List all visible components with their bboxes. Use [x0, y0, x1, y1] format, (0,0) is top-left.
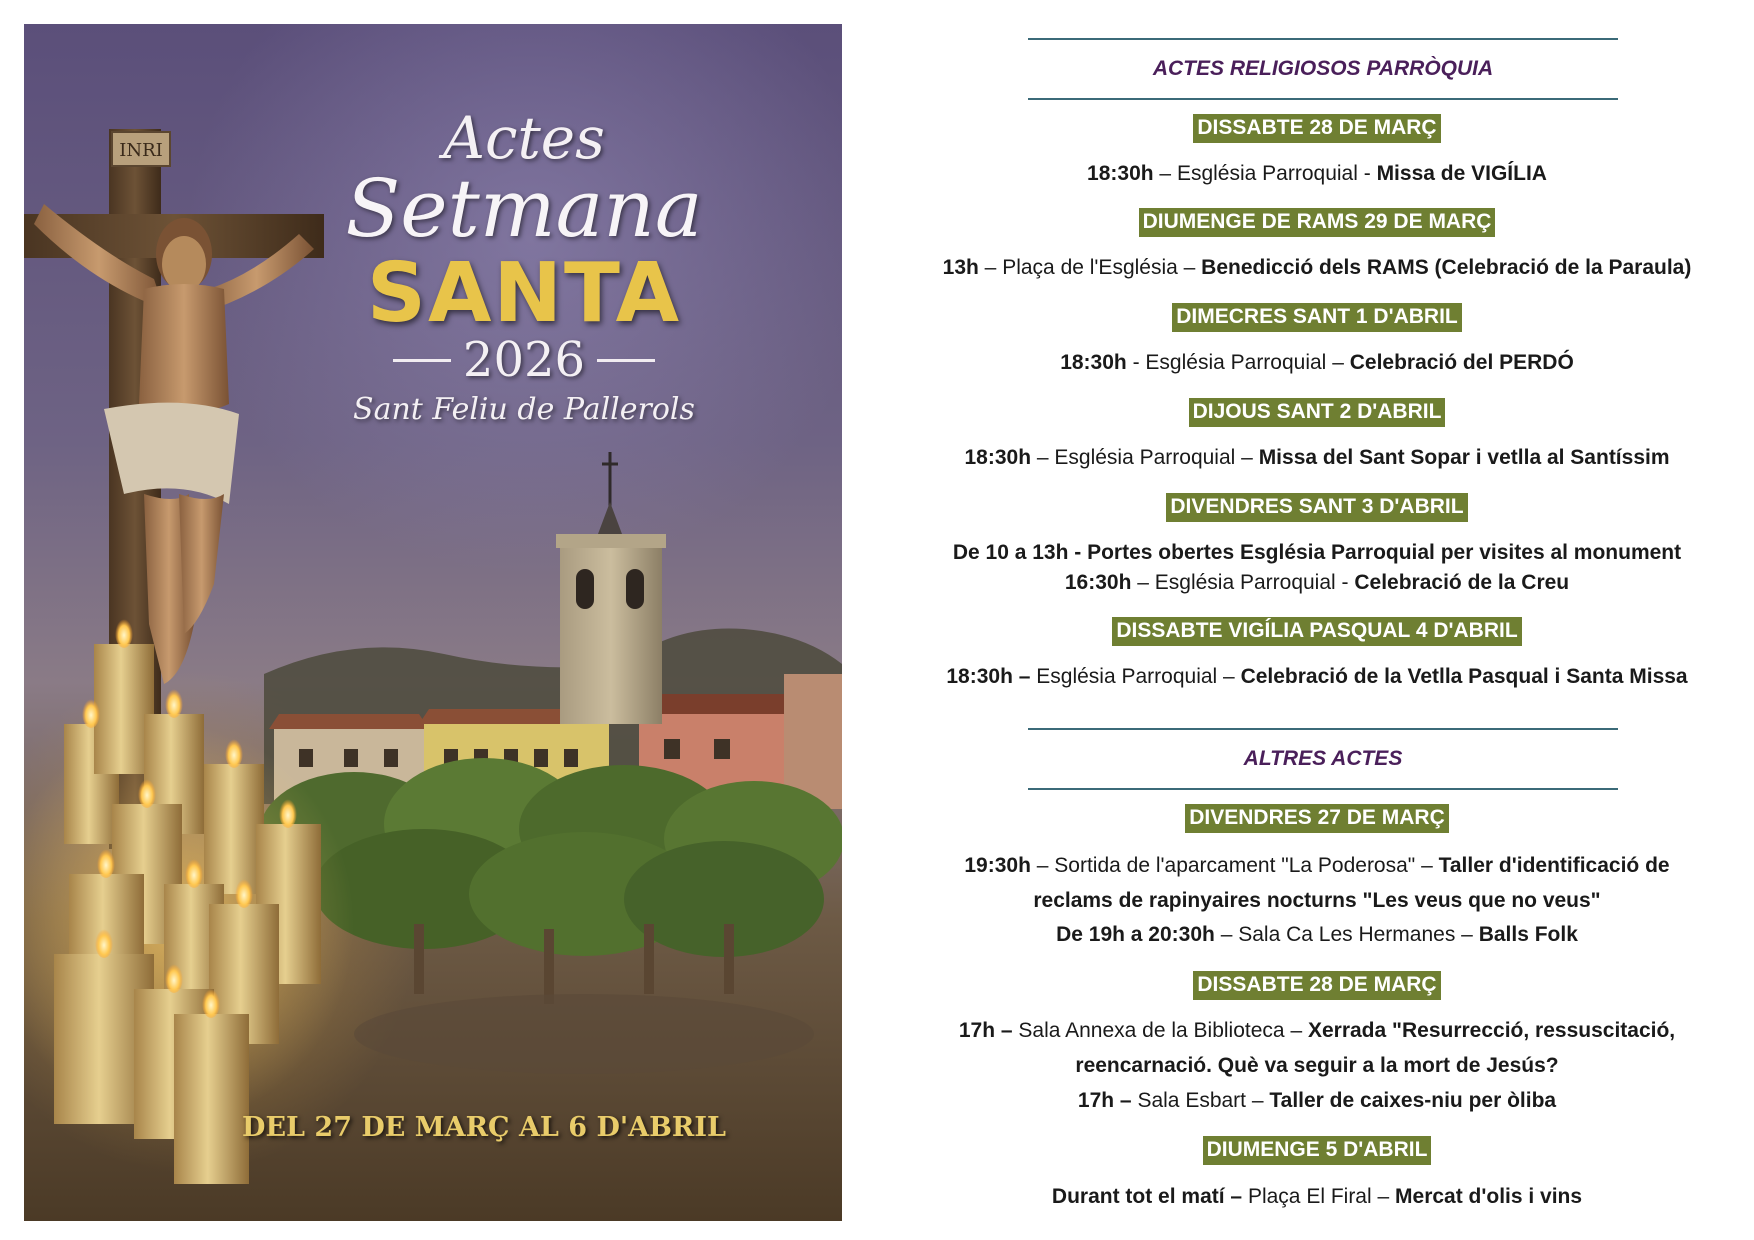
event-line — [880, 888, 1754, 914]
event-separator: - — [1126, 351, 1146, 374]
event-time: 16:30h — [1064, 571, 1132, 594]
event-time: 18:30h – — [946, 665, 1031, 688]
day-label: DIVENDRES SANT 3 D'ABRIL — [1166, 493, 1467, 522]
event-bold-line: reclams de rapinyaires nocturns "Les veus que no veus" — [1033, 889, 1601, 912]
day-badge — [880, 617, 1754, 646]
day-label: DIUMENGE DE RAMS 29 DE MARÇ — [1139, 208, 1496, 237]
poster-dates: DEL 27 DE MARÇ AL 6 D'ABRIL — [242, 1112, 726, 1143]
event-title: Balls Folk — [1478, 923, 1578, 946]
event-place: Sortida de l'aparcament "La Poderosa" — [1054, 854, 1416, 877]
event-separator: – — [978, 256, 1003, 279]
event-line — [880, 1184, 1754, 1210]
event-time: De 19h a 20:30h — [1056, 923, 1215, 946]
bell-tower — [556, 452, 666, 724]
day-badge — [880, 114, 1754, 143]
event-place: Sala Ca Les Hermanes — [1238, 923, 1456, 946]
event-separator: – — [1235, 446, 1259, 469]
event-time: 13h — [942, 256, 979, 279]
event-line — [880, 540, 1754, 566]
year-rule-right — [597, 359, 655, 362]
event-separator: – — [1214, 923, 1239, 946]
day-label: DISSABTE 28 DE MARÇ — [1193, 114, 1440, 143]
event-separator: - — [1335, 571, 1355, 594]
event-title: Xerrada "Resurrecció, ressuscitació, — [1307, 1019, 1676, 1042]
event-time: 17h – — [958, 1019, 1013, 1042]
section-header-religious — [1028, 38, 1618, 100]
event-line — [880, 853, 1754, 879]
event-title: Celebració de la Vetlla Pasqual i Santa Missa — [1240, 665, 1688, 688]
event-time: 18:30h — [1087, 162, 1154, 185]
event-separator: – — [1326, 351, 1350, 374]
day-label: DISSABTE 28 DE MARÇ — [1193, 971, 1440, 1000]
event-title: Missa del Sant Sopar i vetlla al Santíssim — [1258, 446, 1670, 469]
poster — [24, 24, 842, 1221]
event-place: Església Parroquial — [1036, 665, 1218, 688]
event-line — [880, 922, 1754, 948]
year-rule-left — [393, 359, 451, 362]
inri-sign: INRI — [119, 140, 163, 161]
event-time: 18:30h — [964, 446, 1032, 469]
event-separator: – — [1030, 854, 1055, 877]
section-title: ACTES RELIGIOSOS PARRÒQUIA — [1152, 57, 1494, 80]
event-separator: – — [1284, 1019, 1308, 1042]
event-line — [880, 350, 1754, 376]
event-line — [880, 1018, 1754, 1044]
event-title: Celebració del PERDÓ — [1349, 351, 1574, 374]
event-bold-line: De 10 a 13h - Portes obertes Església Parroquial per visites al monument — [952, 541, 1682, 564]
day-badge — [880, 971, 1754, 1000]
day-label: DISSABTE VIGÍLIA PASQUAL 4 D'ABRIL — [1112, 617, 1521, 646]
event-title: Taller de caixes-niu per òliba — [1269, 1089, 1557, 1112]
poster-year-block — [324, 332, 724, 388]
poster-year: 2026 — [462, 332, 586, 388]
event-title: Celebració de la Creu — [1354, 571, 1570, 594]
event-place: Sala Annexa de la Biblioteca — [1018, 1019, 1285, 1042]
event-separator: – — [1455, 923, 1479, 946]
day-badge — [880, 493, 1754, 522]
poster-title-actes: Actes — [443, 104, 605, 172]
event-line — [880, 161, 1754, 187]
event-bold-line: reencarnació. Què va seguir a la mort de Jesús? — [1075, 1054, 1559, 1077]
day-label: DIVENDRES 27 DE MARÇ — [1185, 804, 1449, 833]
event-separator: – — [1131, 571, 1155, 594]
event-line — [880, 570, 1754, 596]
event-time: 18:30h — [1060, 351, 1127, 374]
event-place: Església Parroquial — [1154, 571, 1336, 594]
section-title: ALTRES ACTES — [1243, 747, 1403, 770]
day-badge — [880, 303, 1754, 332]
event-title: Taller d'identificació de — [1438, 854, 1670, 877]
event-separator: – — [1031, 446, 1055, 469]
day-badge — [880, 1136, 1754, 1165]
event-separator: – — [1217, 665, 1241, 688]
event-separator: – — [1153, 162, 1177, 185]
event-separator: – — [1415, 854, 1439, 877]
day-label: DIJOUS SANT 2 D'ABRIL — [1189, 398, 1446, 427]
event-place: Plaça El Firal — [1247, 1185, 1372, 1208]
event-line — [880, 664, 1754, 690]
event-separator: – — [1177, 256, 1202, 279]
event-line — [880, 1053, 1754, 1079]
event-line — [880, 255, 1754, 281]
day-label: DIUMENGE 5 D'ABRIL — [1203, 1136, 1432, 1165]
event-place: Església Parroquial — [1145, 351, 1327, 374]
event-time: 19:30h — [964, 854, 1031, 877]
event-title: Missa de VIGÍLIA — [1376, 162, 1547, 185]
day-label: DIMECRES SANT 1 D'ABRIL — [1172, 303, 1462, 332]
poster-title-santa: SANTA — [366, 246, 682, 341]
event-title: Benedicció dels RAMS (Celebració de la Paraula) — [1201, 256, 1692, 279]
event-title: Mercat d'olis i vins — [1395, 1185, 1583, 1208]
event-place: Plaça de l'Església — [1002, 256, 1178, 279]
event-separator: - — [1357, 162, 1377, 185]
event-separator: – — [1371, 1185, 1396, 1208]
day-badge — [880, 804, 1754, 833]
program — [880, 0, 1754, 1240]
event-line — [880, 1088, 1754, 1114]
event-time: Durant tot el matí – — [1051, 1185, 1243, 1208]
event-place: Església Parroquial — [1176, 162, 1358, 185]
section-header-other — [1028, 728, 1618, 790]
poster-place: Sant Feliu de Pallerols — [353, 392, 695, 427]
poster-title-setmana: Setmana — [345, 162, 703, 255]
event-separator: – — [1246, 1089, 1270, 1112]
event-line — [880, 445, 1754, 471]
day-badge — [880, 208, 1754, 237]
event-place: Església Parroquial — [1054, 446, 1236, 469]
event-place: Sala Esbart — [1137, 1089, 1247, 1112]
day-badge — [880, 398, 1754, 427]
event-time: 17h – — [1077, 1089, 1132, 1112]
